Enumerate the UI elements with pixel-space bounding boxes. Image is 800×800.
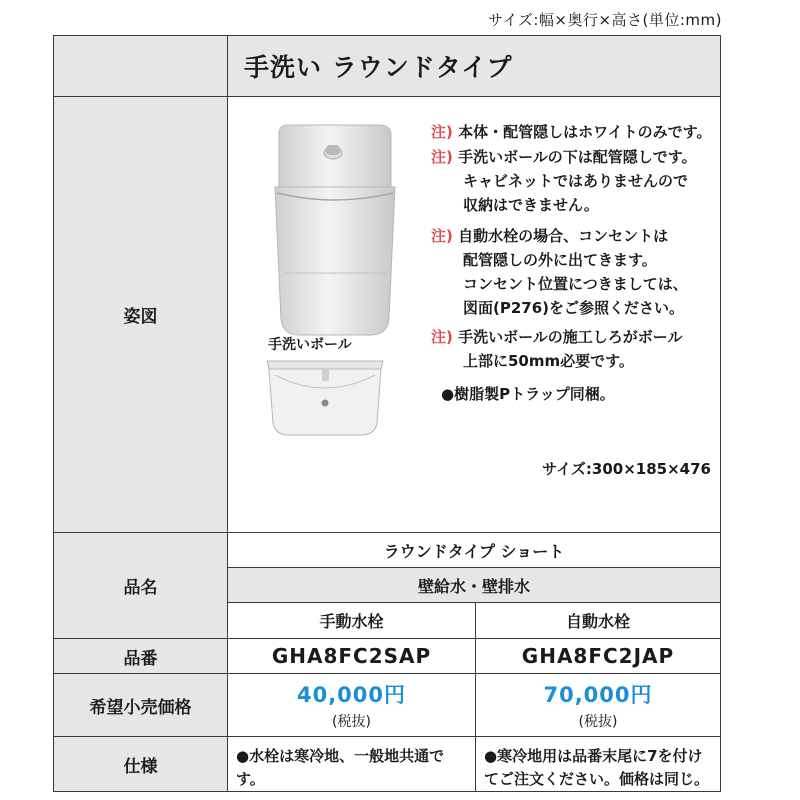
- tax-note-manual: (税抜): [332, 714, 371, 730]
- price-auto: 70,000円: [543, 683, 653, 707]
- bowl-caption: 手洗いボール: [268, 337, 352, 353]
- note-mark: 注): [431, 123, 453, 141]
- faucet-manual-header: 手動水栓: [227, 602, 476, 639]
- specs-label: 仕様: [53, 736, 228, 792]
- note-3-line-3: コンセント位置につきましては、: [463, 275, 688, 293]
- units-note: サイズ:幅×奥行×高さ(単位:mm): [488, 11, 722, 29]
- model-label: 品番: [53, 638, 228, 674]
- hand-wash-unit-illustration: [271, 123, 401, 343]
- model-manual: GHA8FC2SAP: [227, 638, 476, 674]
- specs-manual: ●水栓は寒冷地、一般地共通です。: [227, 736, 476, 792]
- note-mark: 注): [431, 148, 453, 166]
- note-mark: 注): [431, 227, 453, 245]
- note-3-line-1: 注) 自動水栓の場合、コンセントは: [431, 227, 669, 245]
- spec-table: [53, 35, 721, 792]
- note-4-line-1: 注) 手洗いボールの施工しろがボール: [431, 328, 683, 346]
- note-mark: 注): [431, 328, 453, 346]
- note-2-line-3: 収納はできません。: [463, 196, 599, 214]
- product-name-label: 品名: [53, 532, 228, 639]
- note-5-line-1: ●樹脂製Pトラップ同梱。: [441, 385, 615, 403]
- figure-label: 姿図: [53, 96, 228, 533]
- table-title: 手洗い ラウンドタイプ: [227, 35, 721, 97]
- note-3-line-2: 配管隠しの外に出てきます。: [463, 251, 657, 269]
- price-label: 希望小売価格: [53, 673, 228, 737]
- note-4-line-2: 上部に50mm必要です。: [463, 352, 634, 370]
- figure-size: サイズ:300×185×476: [542, 460, 711, 478]
- bullet: ●: [441, 385, 455, 403]
- faucet-auto-header: 自動水栓: [475, 602, 721, 639]
- title-left-blank: [53, 35, 228, 97]
- specs-auto: ●寒冷地用は品番末尾に7を付けてご注文ください。価格は同じ。: [475, 736, 721, 792]
- price-manual-cell: [227, 673, 476, 737]
- note-3-line-4: 図面(P276)をご参照ください。: [463, 299, 685, 317]
- model-auto: GHA8FC2JAP: [475, 638, 721, 674]
- wash-bowl-illustration: [265, 357, 385, 439]
- product-type: ラウンドタイプ ショート: [227, 532, 721, 568]
- price-auto-cell: [475, 673, 721, 737]
- plumbing-type: 壁給水・壁排水: [227, 567, 721, 603]
- note-2-line-2: キャビネットではありませんので: [463, 172, 689, 190]
- price-manual: 40,000円: [296, 683, 407, 707]
- note-1-line-1: 注) 本体・配管隠しはホワイトのみです。: [431, 123, 712, 141]
- note-2-line-1: 注) 手洗いボールの下は配管隠しです。: [431, 148, 697, 166]
- tax-note-auto: (税抜): [578, 714, 618, 730]
